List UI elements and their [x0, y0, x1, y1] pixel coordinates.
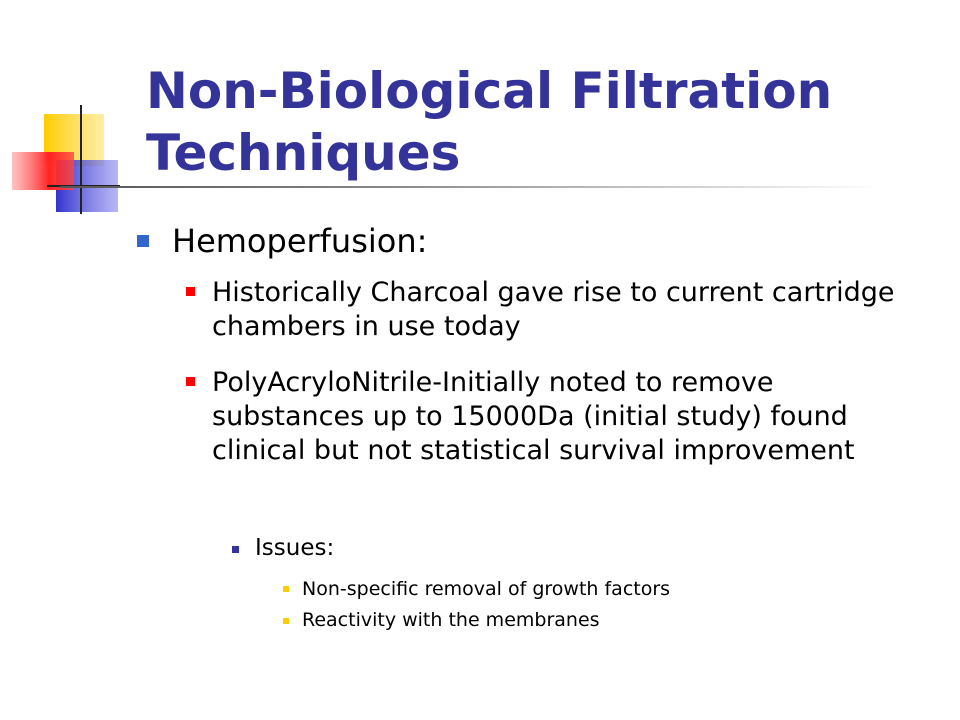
- bullet-marker: [186, 287, 195, 296]
- bullet-marker: [186, 377, 195, 386]
- slide-title: Non-Biological Filtration Techniques: [146, 62, 833, 182]
- bullet-marker: [283, 618, 289, 624]
- bullet-polyacrylonitrile: PolyAcryloNitrile-Initially noted to remove substances up to 15000Da (initial study) found clinical but not statistical survival improvement: [212, 367, 855, 466]
- bullet-issues: Issues:: [255, 535, 335, 561]
- bullet-marker: [232, 546, 239, 553]
- bullet-hemoperfusion: Hemoperfusion:: [172, 222, 428, 260]
- bullet-issue-1: Non-specific removal of growth factors: [302, 578, 671, 600]
- bullet-marker: [283, 586, 289, 592]
- bullet-historically: Historically Charcoal gave rise to current cartridge chambers in use today: [212, 277, 895, 342]
- bullet-issue-2: Reactivity with the membranes: [302, 609, 600, 631]
- bullet-marker: [137, 235, 149, 247]
